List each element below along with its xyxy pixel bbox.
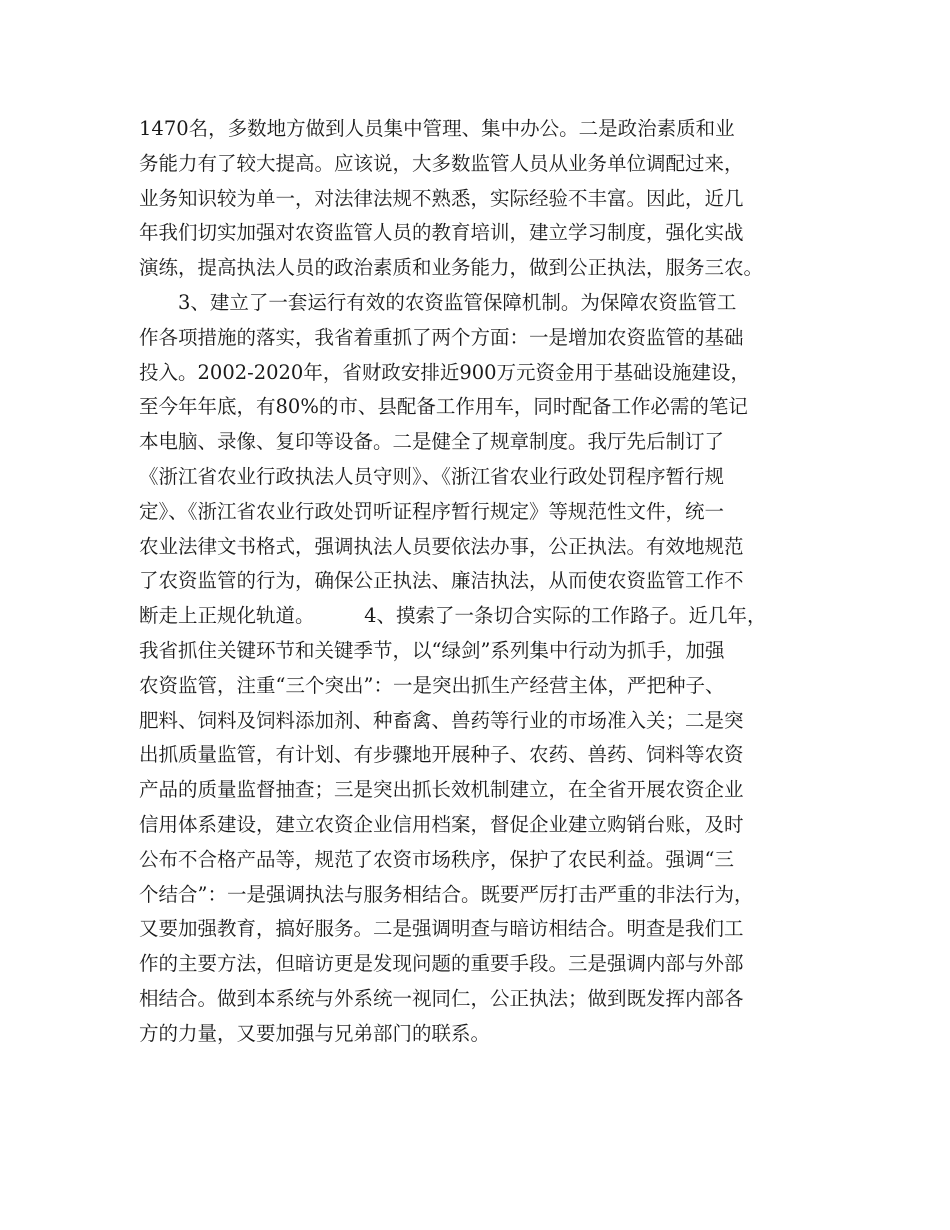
text-line: 1470名，多数地方做到人员集中管理、集中办公。二是政治素质和业 xyxy=(139,117,735,140)
text-line: 断走上正规化轨道。 4、摸索了一条切合实际的工作路子。近几年， xyxy=(139,604,767,628)
text-line: 公布不合格产品等，规范了农资市场秩序，保护了农民利益。强调“三 xyxy=(139,847,734,871)
text-line: 农业法律文书格式，强调执法人员要依法办事，公正执法。有效地规范 xyxy=(139,534,744,558)
body-text xyxy=(139,112,829,1052)
text-line: 投入。2002-2020年，省财政安排近900万元资金用于基础设施建设， xyxy=(139,360,751,384)
text-line: 务能力有了较大提高。应该说，大多数监管人员从业务单位调配过来， xyxy=(139,151,744,175)
text-line: 3、建立了一套运行有效的农资监管保障机制。为保障农资监管工 xyxy=(178,290,737,314)
text-line: 出抓质量监管，有计划、有步骤地开展种子、农药、兽药、饲料等农资 xyxy=(139,743,744,767)
text-line: 又要加强教育，搞好服务。二是强调明查与暗访相结合。明查是我们工 xyxy=(139,917,744,941)
text-line: 方的力量，又要加强与兄弟部门的联系。 xyxy=(139,1021,491,1045)
text-line: 作的主要方法，但暗访更是发现问题的重要手段。三是强调内部与外部 xyxy=(139,952,744,976)
text-line: 作各项措施的落实，我省着重抓了两个方面：一是增加农资监管的基础 xyxy=(139,325,744,349)
text-line: 业务知识较为单一，对法律法规不熟悉，实际经验不丰富。因此，近几 xyxy=(139,186,744,210)
text-line: 演练，提高执法人员的政治素质和业务能力，做到公正执法，服务三农。 xyxy=(139,256,764,280)
text-line: 我省抓住关键环节和关键季节，以“绿剑”系列集中行动为抓手，加强 xyxy=(139,638,725,662)
text-line: 至今年年底，有80%的市、县配备工作用车，同时配备工作必需的笔记 xyxy=(139,395,748,419)
text-line: 相结合。做到本系统与外系统一视同仁，公正执法；做到既发挥内部各 xyxy=(139,986,744,1010)
text-line: 个结合”：一是强调执法与服务相结合。既要严厉打击严重的非法行为， xyxy=(139,882,754,906)
text-line: 了农资监管的行为，确保公正执法、廉洁执法，从而使农资监管工作不 xyxy=(139,569,744,593)
text-line: 年我们切实加强对农资监管人员的教育培训，建立学习制度，强化实战 xyxy=(139,221,744,245)
text-line: 农资监管，注重“三个突出”：一是突出抓生产经营主体，严把种子、 xyxy=(139,673,725,697)
text-line: 《浙江省农业行政执法人员守则》、《浙江省农业行政处罚程序暂行规 xyxy=(139,464,725,488)
text-line: 本电脑、录像、复印等设备。二是健全了规章制度。我厅先后制订了 xyxy=(139,430,725,454)
text-line: 产品的质量监督抽查；三是突出抓长效机制建立，在全省开展农资企业 xyxy=(139,778,744,802)
text-line: 定》、《浙江省农业行政处罚听证程序暂行规定》等规范性文件，统一 xyxy=(139,499,725,523)
text-line: 肥料、饲料及饲料添加剂、种畜禽、兽药等行业的市场准入关；二是突 xyxy=(139,708,744,732)
text-line: 信用体系建设，建立农资企业信用档案，督促企业建立购销台账，及时 xyxy=(139,812,744,836)
